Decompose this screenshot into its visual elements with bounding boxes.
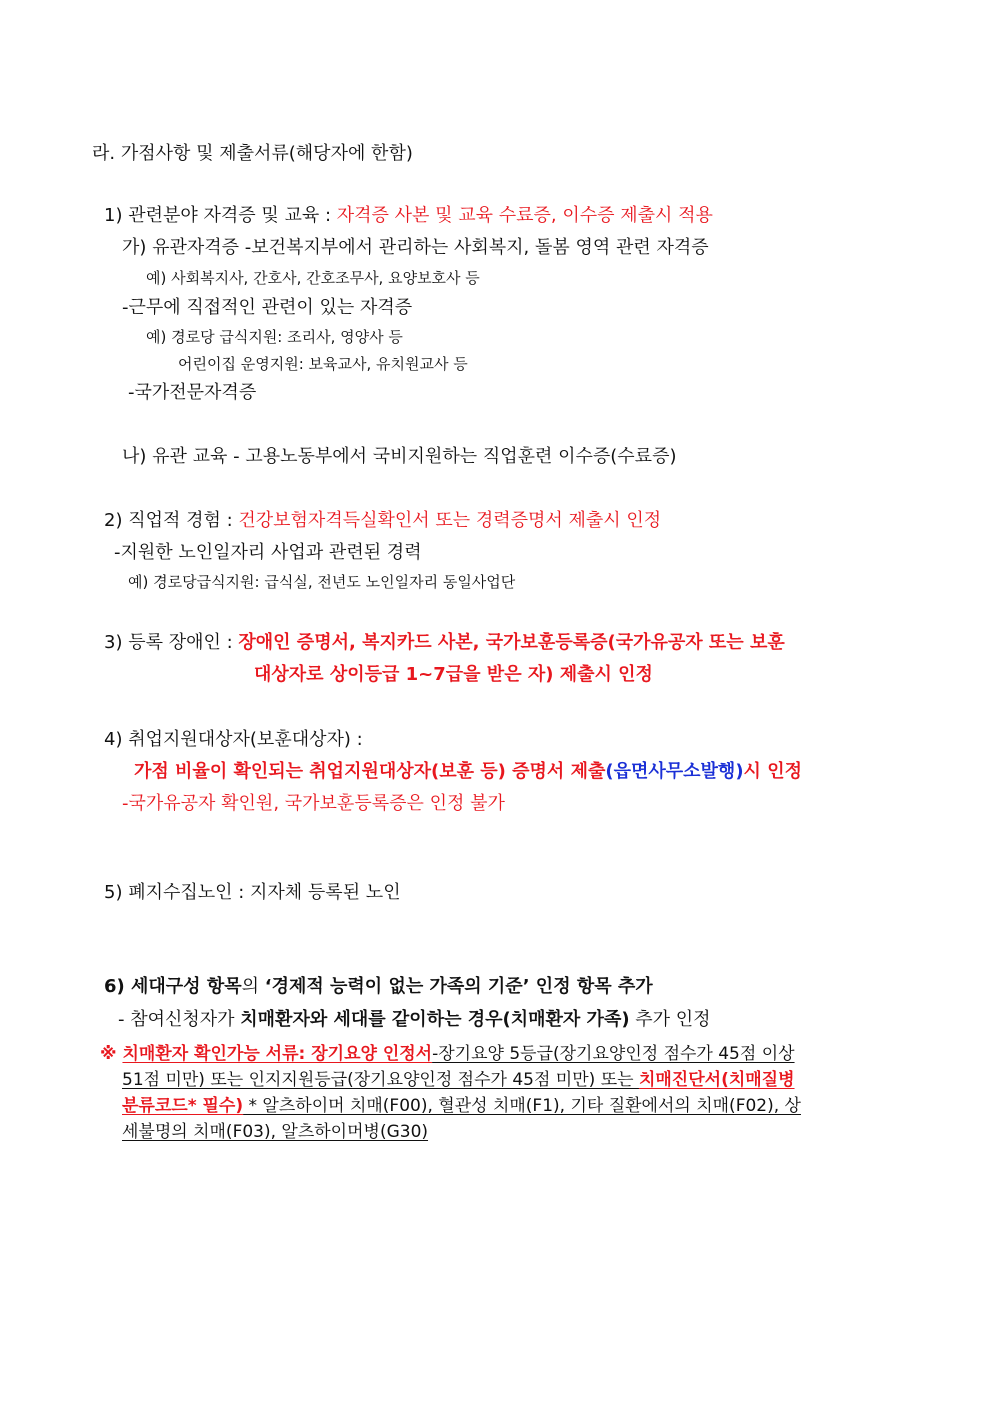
item5-heading: 5) 폐지수집노인 : 지자체 등록된 노인 [104, 882, 401, 903]
dementia-note [100, 1041, 900, 1145]
item1-heading-row [104, 205, 713, 227]
dementia-note-line-4 [100, 1119, 900, 1145]
dementia-note-line-2 [100, 1067, 900, 1093]
item1-ga: 가) 유관자격증 -보건복지부에서 관리하는 사회복지, 돌봄 영역 관련 자격증 [122, 237, 709, 258]
note-mark: ※ [100, 1044, 123, 1064]
item1-ga-example: 예) 사회복지사, 간호사, 간호조무사, 요양보호사 등 [146, 269, 480, 287]
item2-heading-red: 건강보험자격득실확인서 또는 경력증명서 제출시 인정 [238, 510, 662, 531]
item1-heading: 1) 관련분야 자격증 및 교육 : [104, 205, 337, 226]
item4-heading: 4) 취업지원대상자(보훈대상자) : [104, 729, 363, 750]
item2-heading-row [104, 510, 661, 532]
item1-heading-red: 자격증 사본 및 교육 수료증, 이수증 제출시 적용 [336, 205, 713, 226]
item3-red-line-1: 장애인 증명서, 복지카드 사본, 국가보훈등록증(국가유공자 또는 보훈 [238, 632, 785, 653]
item6-sub-b: 치매환자와 세대를 같이하는 경우(치매환자 가족) [240, 1009, 630, 1030]
item1-direct-example-1: 예) 경로당 급식지원: 조리사, 영양사 등 [146, 328, 403, 346]
item2-heading: 2) 직업적 경험 : [104, 510, 239, 531]
item1-national: -국가전문자격증 [128, 382, 257, 403]
note-red-3: 분류코드* 필수) [122, 1096, 244, 1116]
item2-example: 예) 경로당급식지원: 급식실, 전년도 노인일자리 동일사업단 [128, 573, 516, 591]
item4-proof-row [134, 761, 802, 783]
dementia-note-line-3 [100, 1093, 900, 1119]
item3-red-line-2: 대상자로 상이등급 1~7급을 받은 자) 제출시 인정 [254, 664, 653, 685]
note-red-2: 치매진단서(치매질병 [638, 1070, 795, 1090]
note-line-2a: 51점 미만) 또는 인지지원등급(장기요양인정 점수가 45점 미만) 또는 [122, 1070, 639, 1090]
item4-blue: (읍면사무소발행) [605, 761, 744, 782]
item6-sub-c: 추가 인정 [629, 1009, 711, 1030]
item2-sub: -지원한 노인일자리 사업과 관련된 경력 [114, 542, 422, 563]
item1-direct: -근무에 직접적인 관련이 있는 자격증 [122, 297, 413, 318]
item6-heading-b: 의 [241, 976, 265, 997]
note-red-1: 치매환자 확인가능 서류: 장기요양 인정서 [122, 1044, 433, 1064]
note-line-4: 세불명의 치매(F03), 알츠하이머병(G30) [122, 1122, 429, 1142]
item6-heading-row [104, 976, 653, 998]
item6-heading-c: ‘경제적 능력이 없는 가족의 기준’ 인정 항목 추가 [264, 976, 653, 997]
item1-na: 나) 유관 교육 - 고용노동부에서 국비지원하는 직업훈련 이수증(수료증) [122, 446, 677, 467]
item3-heading-row [104, 632, 785, 654]
item4-red-a: 가점 비율이 확인되는 취업지원대상자(보훈 등) 증명서 제출 [134, 761, 606, 782]
item1-direct-example-2: 어린이집 운영지원: 보육교사, 유치원교사 등 [178, 355, 468, 373]
note-line-3: * 알츠하이머 치매(F00), 혈관성 치매(F1), 기타 질환에서의 치매(F02), 상 [243, 1096, 801, 1116]
item4-red-b: 시 인정 [743, 761, 802, 782]
item6-sub-a: - 참여신청자가 [118, 1009, 241, 1030]
section-title: 라. 가점사항 및 제출서류(해당자에 한함) [92, 143, 413, 164]
item4-note: -국가유공자 확인원, 국가보훈등록증은 인정 불가 [122, 793, 505, 814]
item6-heading-a: 6) 세대구성 항목 [104, 976, 242, 997]
note-line-1: -장기요양 5등급(장기요양인정 점수가 45점 이상 [432, 1044, 795, 1064]
item3-heading: 3) 등록 장애인 : [104, 632, 239, 653]
item6-sub-row [118, 1009, 711, 1031]
dementia-note-line-1 [100, 1041, 900, 1067]
